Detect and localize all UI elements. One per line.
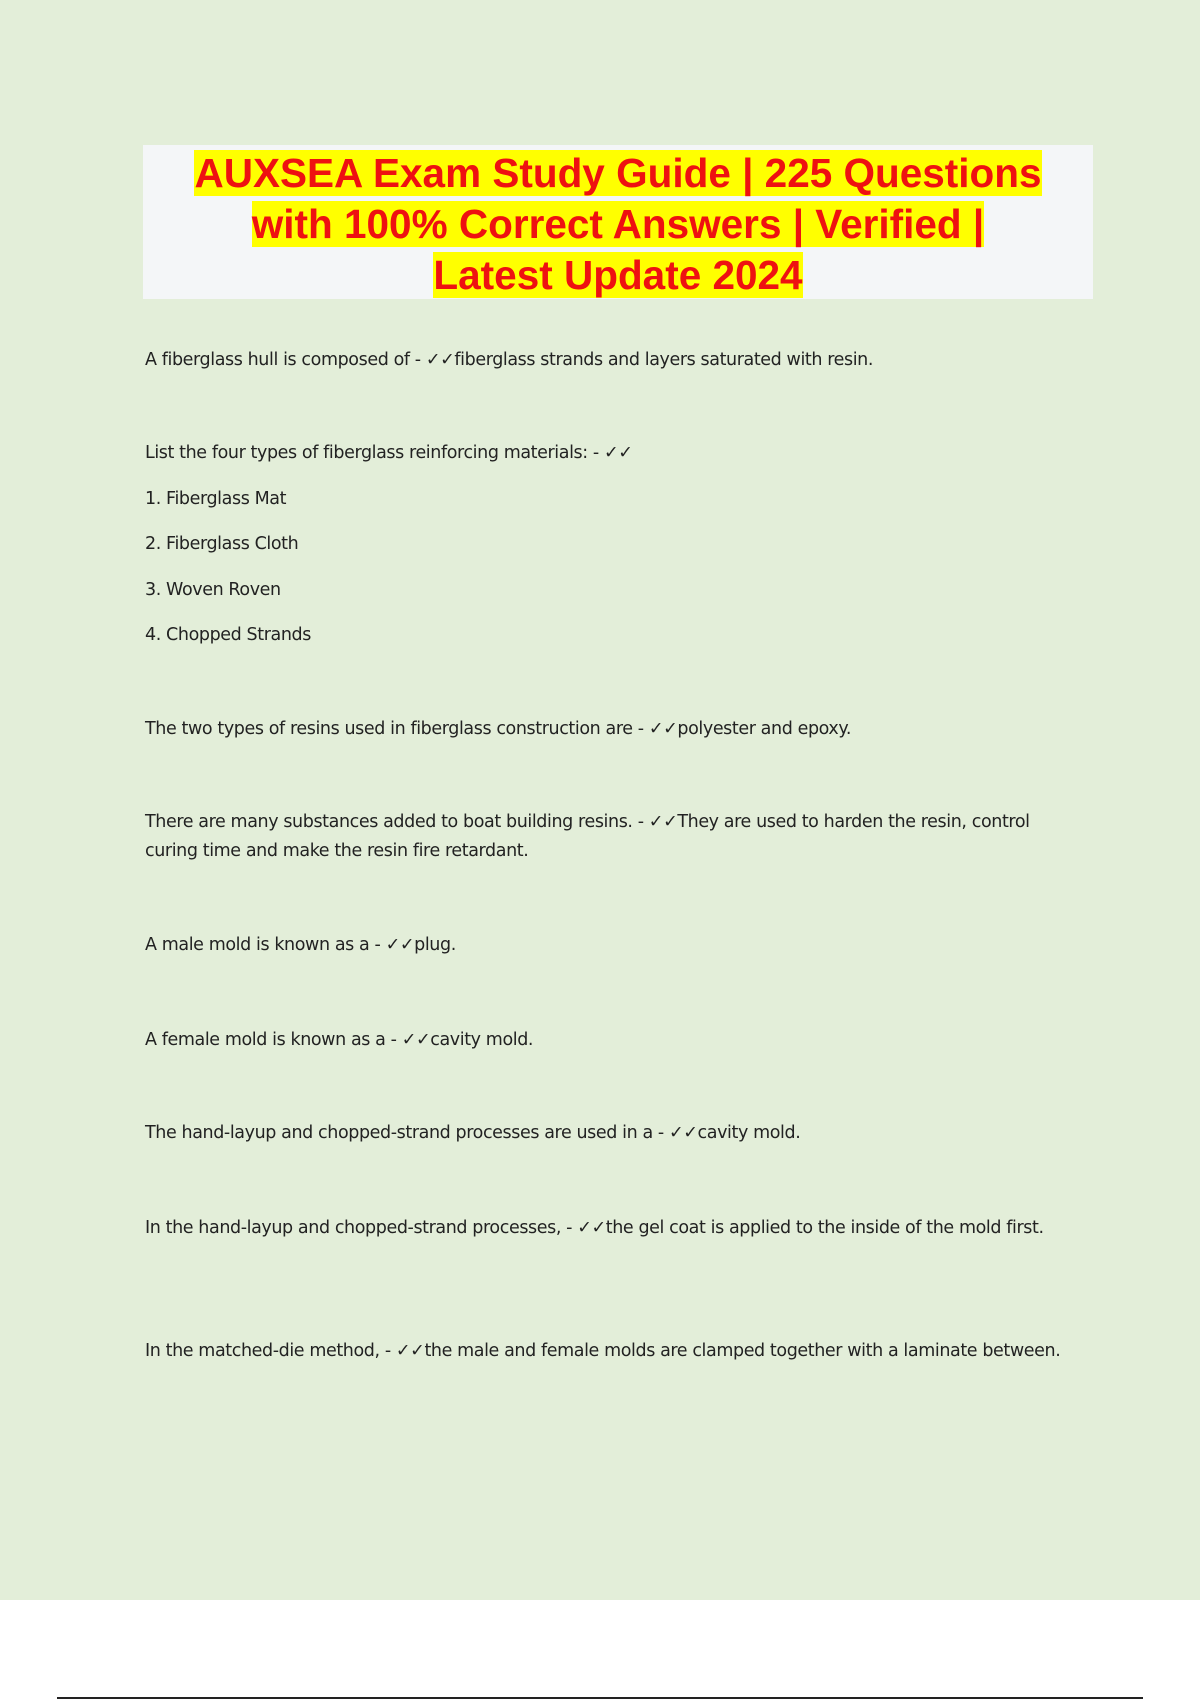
question-answer-9: In the matched-die method, - ✓✓the male and female molds are clamped together with a laminate between.	[145, 1341, 1061, 1361]
question-answer-1: A fiberglass hull is composed of - ✓✓fiberglass strands and layers saturated with resin.	[145, 350, 874, 370]
question-2: List the four types of fiberglass reinforcing materials: - ✓✓	[145, 443, 633, 463]
title-line-2: with 100% Correct Answers | Verified |	[251, 201, 985, 247]
list-item: 2. Fiberglass Cloth	[145, 534, 299, 554]
question-answer-4: There are many substances added to boat building resins. - ✓✓They are used to harden the resin, control curing time and make the resin fire retardant.	[145, 812, 1030, 861]
question-answer-7: The hand-layup and chopped-strand processes are used in a - ✓✓cavity mold.	[145, 1123, 801, 1143]
list-item: 3. Woven Roven	[145, 580, 281, 600]
title-box	[143, 145, 1093, 299]
document-title	[143, 145, 1093, 301]
question-answer-5: A male mold is known as a - ✓✓plug.	[145, 935, 456, 955]
title-line-3: Latest Update 2024	[433, 252, 803, 298]
question-answer-6: A female mold is known as a - ✓✓cavity mold.	[145, 1030, 534, 1050]
footer-divider	[57, 1697, 1143, 1699]
question-answer-3: The two types of resins used in fiberglass construction are - ✓✓polyester and epoxy.	[145, 719, 851, 739]
question-answer-8: In the hand-layup and chopped-strand processes, - ✓✓the gel coat is applied to the inside of the mold first.	[145, 1218, 1044, 1238]
list-item: 1. Fiberglass Mat	[145, 489, 287, 509]
list-item: 4. Chopped Strands	[145, 625, 311, 645]
title-line-1: AUXSEA Exam Study Guide | 225 Questions	[194, 150, 1042, 196]
